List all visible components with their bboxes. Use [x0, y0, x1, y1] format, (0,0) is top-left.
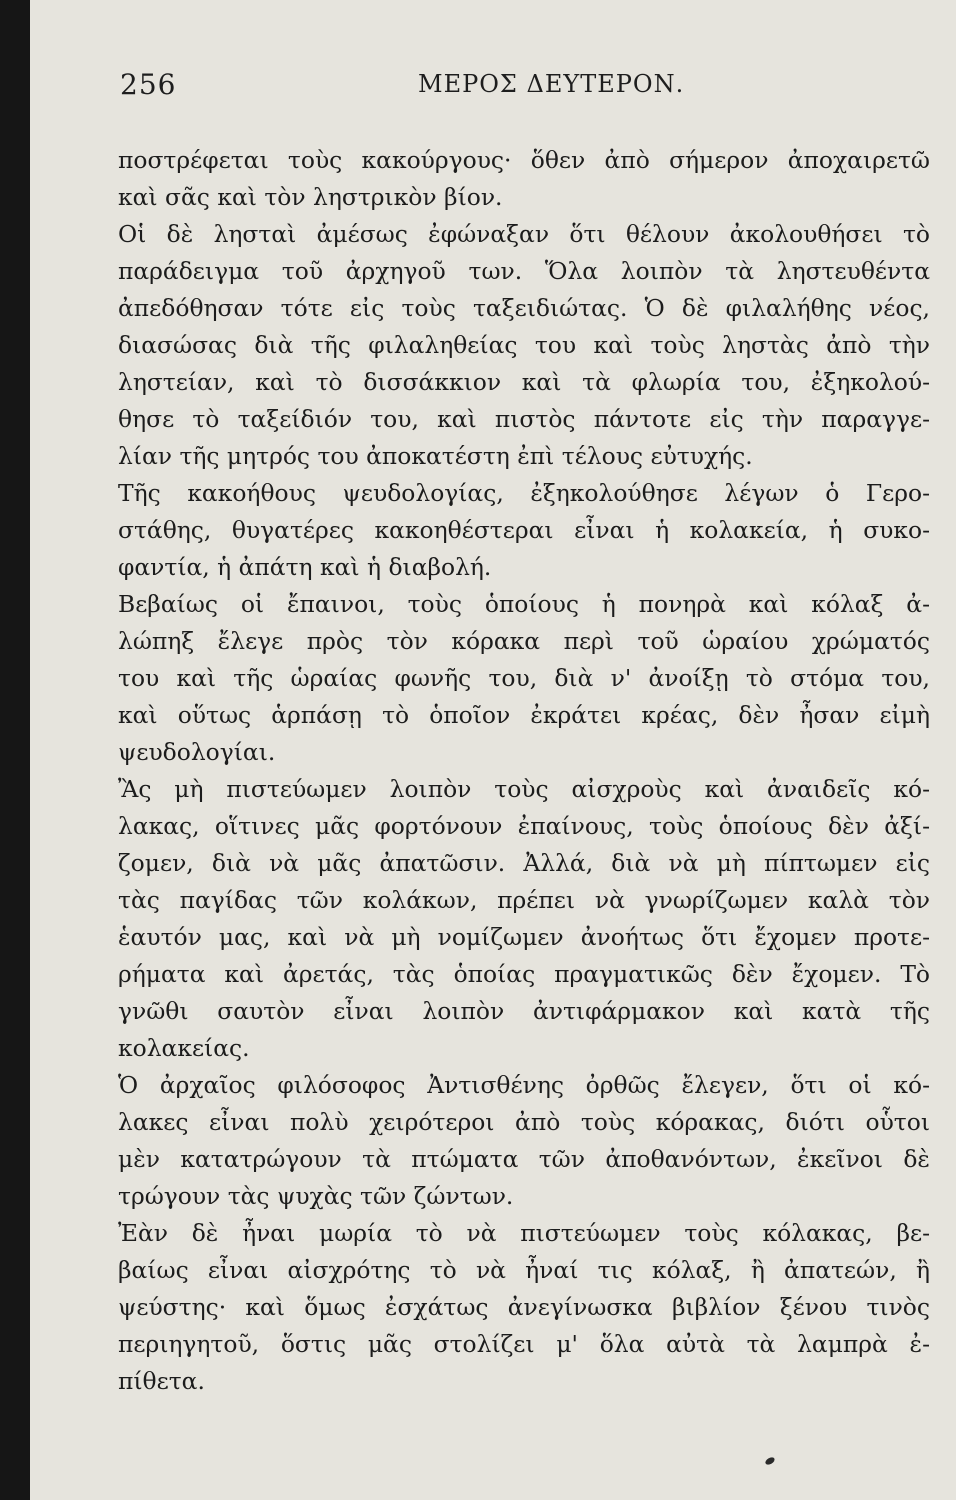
text-line: Οἱ δὲ λησταὶ ἀμέσως ἐφώναξαν ὅτι θέλουν ἀκολουθήσει τὸ [118, 220, 930, 248]
text-line: μὲν κατατρώγουν τὰ πτώματα τῶν ἀποθανόντων, ἐκεῖνοι δὲ [118, 1145, 930, 1173]
ink-speck [764, 1456, 776, 1466]
text-line: τὰς παγίδας τῶν κολάκων, πρέπει νὰ γνωρίζωμεν καλὰ τὸν [118, 886, 930, 914]
text-line: θησε τὸ ταξείδιόν του, καὶ πιστὸς πάντοτε εἰς τὴν παραγγε- [118, 405, 930, 433]
text-line: ποστρέφεται τοὺς κακούργους· ὅθεν ἀπὸ σήμερον ἀποχαιρετῶ [118, 146, 930, 174]
text-line: Βεβαίως οἱ ἔπαινοι, τοὺς ὁποίους ἡ πονηρὰ καὶ κόλαξ ἀ- [118, 590, 930, 618]
text-line: καὶ οὕτως ἁρπάσῃ τὸ ὁποῖον ἐκράτει κρέας, δὲν ἦσαν εἰμὴ [118, 701, 930, 729]
text-line: ρήματα καὶ ἀρετάς, τὰς ὁποίας πραγματικῶς δὲν ἔχομεν. Τὸ [118, 960, 930, 988]
text-line: Ὁ ἀρχαῖος φιλόσοφος Ἀντισθένης ὀρθῶς ἔλεγεν, ὅτι οἱ κό- [118, 1071, 930, 1099]
text-line: βαίως εἶναι αἰσχρότης τὸ νὰ ἦναί τις κόλαξ, ἢ ἀπατεών, ἢ [118, 1256, 930, 1284]
text-line: περιηγητοῦ, ὅστις μᾶς στολίζει μ' ὅλα αὐτὰ τὰ λαμπρὰ ἐ- [118, 1330, 930, 1358]
book-page [30, 0, 956, 1500]
text-line: του καὶ τῆς ὡραίας φωνῆς του, διὰ ν' ἀνοίξῃ τὸ στόμα του, [118, 664, 930, 692]
running-title: ΜΕΡΟΣ ΔΕΥΤΕΡΟΝ. [418, 70, 685, 98]
text-line: Ἐὰν δὲ ἦναι μωρία τὸ νὰ πιστεύωμεν τοὺς κόλακας, βε- [118, 1219, 930, 1247]
text-line: λώπηξ ἔλεγε πρὸς τὸν κόρακα περὶ τοῦ ὡραίου χρώματός [118, 627, 930, 655]
page-header [120, 68, 936, 108]
text-line: κολακείας. [118, 1034, 250, 1062]
body-text [118, 142, 930, 1400]
text-line: διασώσας διὰ τῆς φιλαληθείας του καὶ τοὺς ληστὰς ἀπὸ τὴν [118, 331, 930, 359]
text-line: ἀπεδόθησαν τότε εἰς τοὺς ταξειδιώτας. Ὁ δὲ φιλαλήθης νέος, [118, 294, 930, 322]
text-line: Ἂς μὴ πιστεύωμεν λοιπὸν τοὺς αἰσχροὺς καὶ ἀναιδεῖς κό- [118, 775, 930, 803]
text-line: ψευδολογίαι. [118, 738, 276, 766]
text-line: παράδειγμα τοῦ ἀρχηγοῦ των. Ὅλα λοιπὸν τὰ ληστευθέντα [118, 257, 930, 285]
text-line: πίθετα. [118, 1367, 205, 1395]
text-line: φαντία, ἡ ἀπάτη καὶ ἡ διαβολή. [118, 553, 492, 581]
text-line: λακας, οἵτινες μᾶς φορτόνουν ἐπαίνους, τοὺς ὁποίους δὲν ἀξί- [118, 812, 930, 840]
text-line: Τῆς κακοήθους ψευδολογίας, ἐξηκολούθησε λέγων ὁ Γερο- [118, 479, 930, 507]
page-number: 256 [120, 68, 177, 101]
text-line: λίαν τῆς μητρός του ἀποκατέστη ἐπὶ τέλους εὐτυχής. [118, 442, 753, 470]
text-line: ψεύστης· καὶ ὅμως ἐσχάτως ἀνεγίνωσκα βιβλίον ξένου τινὸς [118, 1293, 930, 1321]
text-line: στάθης, θυγατέρες κακοηθέστεραι εἶναι ἡ κολακεία, ἡ συκο- [118, 516, 930, 544]
text-line: λακες εἶναι πολὺ χειρότεροι ἀπὸ τοὺς κόρακας, διότι οὗτοι [118, 1108, 930, 1136]
text-line: καὶ σᾶς καὶ τὸν ληστρικὸν βίον. [118, 183, 503, 211]
text-line: γνῶθι σαυτὸν εἶναι λοιπὸν ἀντιφάρμακον καὶ κατὰ τῆς [118, 997, 930, 1025]
text-line: τρώγουν τὰς ψυχὰς τῶν ζώντων. [118, 1182, 514, 1210]
text-line: ἑαυτόν μας, καὶ νὰ μὴ νομίζωμεν ἀνοήτως ὅτι ἔχομεν προτε- [118, 923, 930, 951]
text-line: ληστείαν, καὶ τὸ δισσάκκιον καὶ τὰ φλωρία του, ἐξηκολού- [118, 368, 930, 396]
text-line: ζομεν, διὰ νὰ μᾶς ἀπατῶσιν. Ἀλλά, διὰ νὰ μὴ πίπτωμεν εἰς [118, 849, 930, 877]
